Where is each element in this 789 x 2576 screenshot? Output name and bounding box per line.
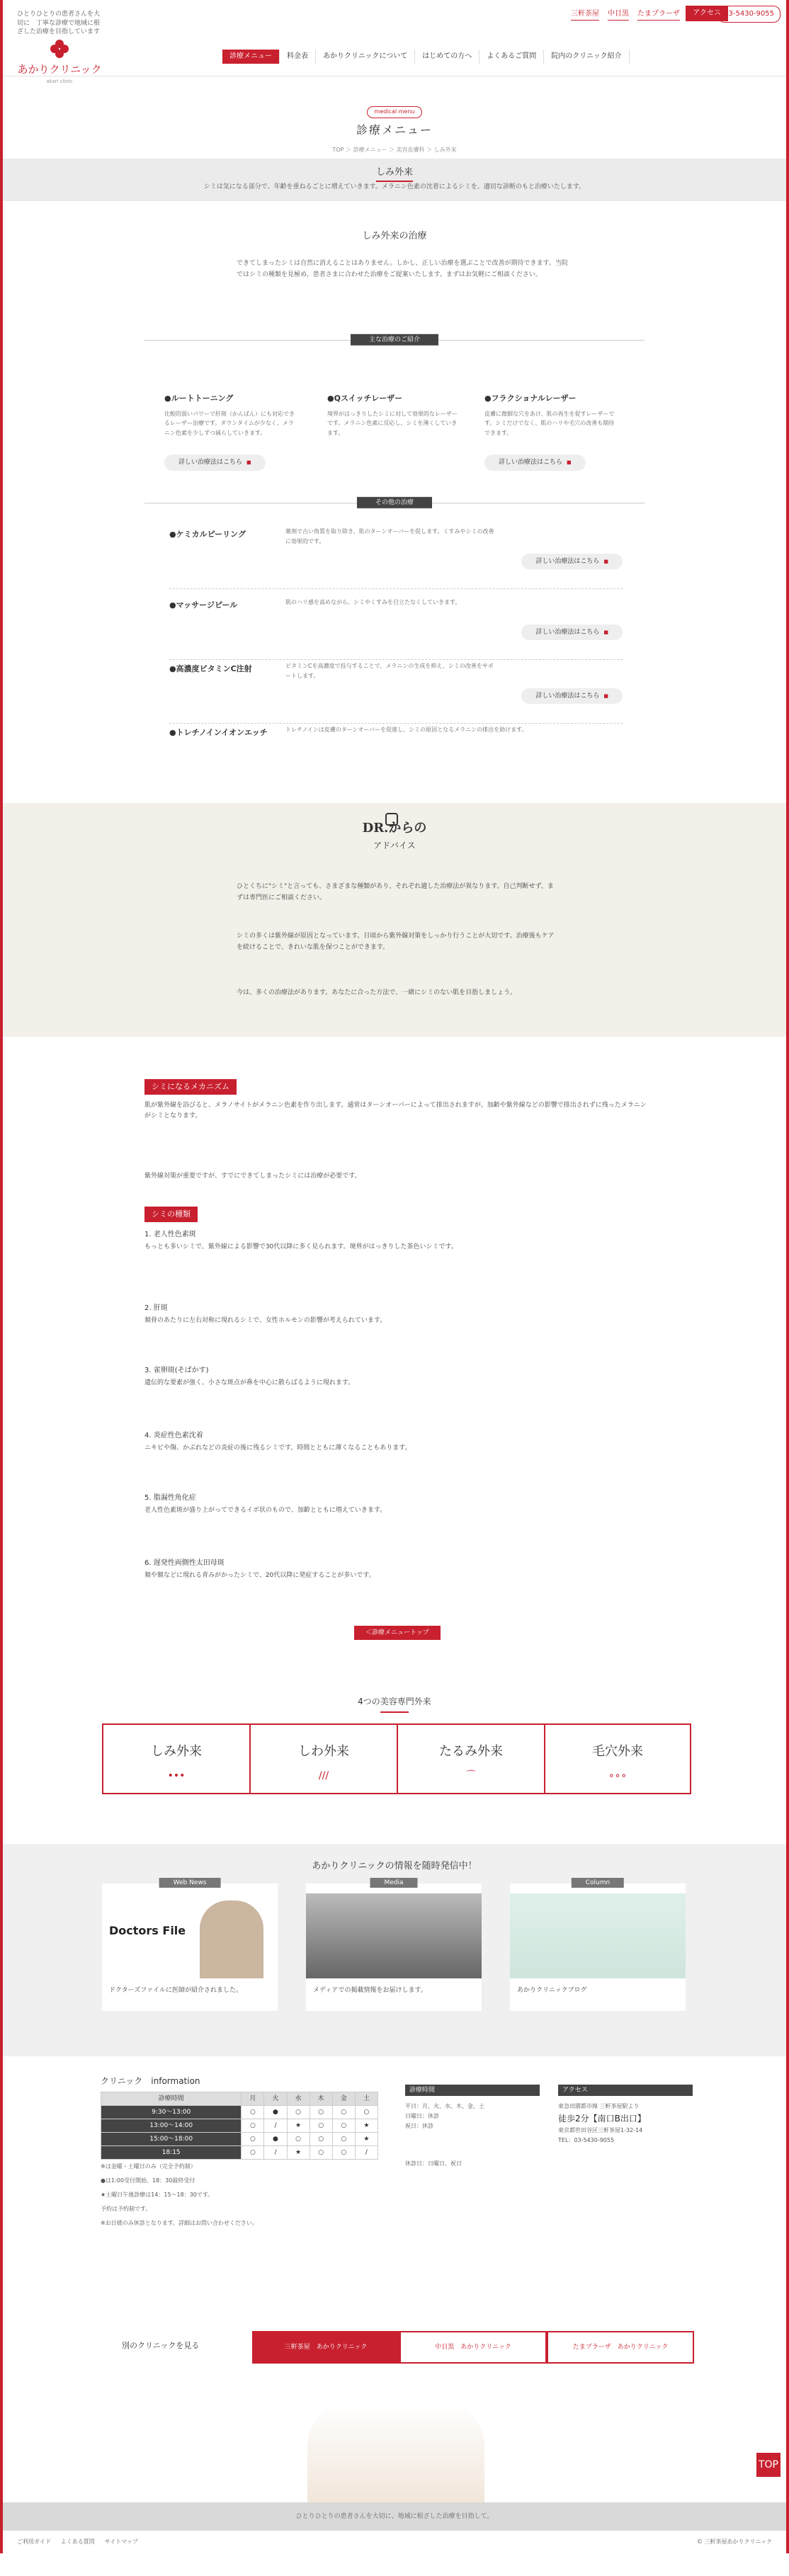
- page-title-en: medical menu: [367, 106, 423, 118]
- treatment-lead: できてしまったシミは自然に消えることはありません。しかし、正しい治療を選ぶことで改善が期待できます。当院ではシミの種類を見極め、患者さまに合わせた治療をご提案いたします。まずはお気軽にご相談ください。: [237, 260, 568, 279]
- card-caption: ドクターズファイルに医師が紹介されました。: [109, 1987, 243, 1994]
- main-treatment-heading: [144, 336, 645, 343]
- type-text: もっとも多いシミで、紫外線による影響で30代以降に多く見られます。境界がはっきりした茶色いシミです。: [144, 1243, 458, 1250]
- type-heading: 4. 炎症性色素沈着: [144, 1432, 203, 1440]
- dots-icon: •••: [167, 1769, 186, 1782]
- nav-first[interactable]: はじめての方へ: [415, 50, 479, 64]
- treatment-row: [169, 598, 623, 660]
- hours-table: 診療時間 月 火 水 木 金 土 9:30～13:00 ○ ● ○ ○ ○ ○ 13:00～14:00 ○ / ★ ○ ○ ★ 15:00～18:00 ○ ● ○ ○ ○ ★ 18:15 ○ / ★ ○ ○ /: [101, 2092, 378, 2160]
- specialty-clinics: [3, 1695, 786, 1844]
- info-section: [3, 1844, 786, 2056]
- family-area: [3, 2403, 786, 2502]
- card-caption: メディアでの掲載情報をお届けします。: [313, 1987, 427, 1994]
- treatment-col: [164, 392, 299, 471]
- treatment-col-title: ●ルートトーニング: [164, 394, 234, 403]
- mechanism-tag: シミになるメカニズム: [144, 1079, 237, 1095]
- logo-mark-icon: [50, 40, 69, 58]
- column-card[interactable]: [510, 1879, 686, 2011]
- footer-catch: ひとりひとりの患者さんを大切に、地域に根ざした治療を目指して。: [3, 2502, 786, 2531]
- advice-text: ひとくちに"シミ"と言っても、さまざまな種類があり、それぞれ適した治療法が異なります。自己判断せず、まずは専門医にご相談ください。: [237, 883, 554, 902]
- clinic-sangenjaya-button[interactable]: 三軒茶屋 あかりクリニック: [252, 2331, 399, 2364]
- other-clinic-label: 別のクリニックを見る: [122, 2341, 200, 2350]
- footer-link[interactable]: ご利用ガイド: [17, 2538, 51, 2545]
- treatment-col-title: ●フラクショナルレーザー: [484, 394, 577, 403]
- treatment-col-text: 皮膚に微細な穴をあけ、肌の再生を促すレーザーです。シミだけでなく、肌のハリや毛穴の改善も期待できます。: [484, 410, 615, 436]
- footer-link[interactable]: サイトマップ: [104, 2538, 138, 2545]
- treatment-row: [169, 527, 623, 589]
- row-title: ●ケミカルピーリング: [169, 530, 246, 539]
- specialty-keana[interactable]: 毛穴外来 ∘∘∘: [544, 1723, 691, 1794]
- detail-button[interactable]: 詳しい治療法はこちら ■: [521, 554, 623, 569]
- row-text: トレチノインは皮膚のターンオーバーを促進し、シミの原因となるメラニンの排出を助けます。: [285, 726, 528, 733]
- specialty-tarumi[interactable]: たるみ外来 ⌒: [397, 1723, 544, 1794]
- other-label: その他の治療: [357, 497, 432, 508]
- table-row: 13:00～14:00 ○ / ★ ○ ○ ★: [101, 2119, 378, 2133]
- logo-name: あかりクリニック: [17, 63, 102, 76]
- hours-block: 診療時間 平日：月、火、水、木、金、土 日曜日：休診 祝日：休診 休診日：日曜日、祝日: [405, 2085, 540, 2169]
- copyright: © 三軒茶屋あかりクリニック: [696, 2538, 772, 2545]
- intro-text: シミは気になる部分で、年齢を重ねるごとに増えていきます。メラニン色素の沈着によるシミを、適切な診断のもと治療いたします。: [203, 183, 586, 190]
- global-nav: [222, 50, 630, 64]
- clinic-info-title: クリニック information: [101, 2076, 200, 2086]
- clinic-links: [571, 8, 680, 21]
- card-label: Media: [370, 1878, 417, 1888]
- type-text: 老人性色素斑が盛り上がってできるイボ状のもので、加齢とともに増えていきます。: [144, 1507, 387, 1514]
- specialty-title: 4つの美容専門外来: [3, 1695, 786, 1713]
- types-tag: シミの種類: [144, 1207, 198, 1222]
- treatment-col: [484, 392, 619, 471]
- row-text: 肌のハリ感を高めながら、シミやくすみを目立たなくしていきます。: [285, 599, 461, 605]
- nav-medical-menu[interactable]: 診療メニュー: [222, 50, 280, 64]
- mechanism-text: 肌が紫外線を浴びると、メラノサイトがメラニン色素を作り出します。通常はターンオーバーによって排出されますが、加齢や紫外線などの影響で排出されずに残ったメラニンがシミとなります。: [144, 1102, 647, 1120]
- advice-title: DR.からの アドバイス: [362, 821, 427, 850]
- doctor-advice: [3, 803, 786, 1037]
- treatment-row: [169, 725, 623, 787]
- family-photo: [307, 2403, 484, 2502]
- type-text: 頬や額などに現れる青みがかったシミで、20代以降に発症することが多いです。: [144, 1572, 375, 1579]
- intro-title: しみ外来: [376, 166, 413, 182]
- treatment-col-title: ●Qスイッチレーザー: [327, 394, 403, 403]
- link-nakameguro[interactable]: 中目黒: [608, 8, 629, 21]
- row-title: ●トレチノインイオンエッチ: [169, 728, 268, 737]
- type-heading: 2. 肝斑: [144, 1304, 168, 1312]
- detail-button[interactable]: 詳しい治療法はこちら ■: [521, 625, 623, 640]
- back-to-top-button[interactable]: TOP: [756, 2453, 781, 2477]
- pores-icon: ∘∘∘: [608, 1769, 628, 1782]
- row-text: ビタミンCを高濃度で投与することで、メラニンの生成を抑え、シミの改善をサポートします。: [285, 663, 494, 679]
- table-row: 9:30～13:00 ○ ● ○ ○ ○ ○: [101, 2106, 378, 2119]
- type-heading: 6. 遅発性両側性太田母斑: [144, 1559, 225, 1567]
- info-title: あかりクリニックの情報を随時発信中！: [312, 1861, 477, 1871]
- row-title: ●高濃度ビタミンC注射: [169, 664, 252, 673]
- hours-note: ※お日様のみ休診となります。詳細はお問い合わせください。: [101, 2220, 259, 2226]
- specialty-shiwa[interactable]: しわ外来 ///: [249, 1723, 397, 1794]
- clinic-nakameguro-button[interactable]: 中目黒 あかりクリニック: [399, 2331, 547, 2364]
- treatment-col-text: 境界がはっきりしたシミに対して効果的なレーザーです。メラニン色素に反応し、シミを薄くしていきます。: [327, 410, 458, 436]
- nav-about[interactable]: あかりクリニックについて: [316, 50, 415, 64]
- lines-icon: ///: [318, 1769, 329, 1782]
- type-text: 遺伝的な要素が強く、小さな斑点が鼻を中心に散らばるように現れます。: [144, 1379, 355, 1386]
- mechanism-text: 紫外線対策が重要ですが、すでにできてしまったシミには治療が必要です。: [144, 1173, 361, 1180]
- type-heading: 5. 脂漏性角化症: [144, 1494, 196, 1502]
- treatment-col-text: 比較的弱いパワーで肝斑（かんぱん）にも対応できるレーザー治療です。ダウンタイムが少なく、メラニン色素を少しずつ減らしていきます。: [164, 410, 295, 436]
- link-sangenjaya[interactable]: 三軒茶屋: [571, 8, 599, 21]
- treatment-section: [3, 201, 786, 498]
- news-card[interactable]: [102, 1879, 278, 2011]
- treatment-col: [327, 392, 462, 438]
- table-row: 15:00～18:00 ○ ● ○ ○ ○ ★: [101, 2133, 378, 2146]
- treatment-title: しみ外来の治療: [362, 231, 427, 241]
- main-treatment-label: 主な治療のご紹介: [351, 334, 438, 346]
- mechanism-section: [3, 1037, 786, 1695]
- card-label: Web News: [159, 1878, 221, 1888]
- page-title-area: [3, 76, 786, 146]
- curve-icon: ⌒: [466, 1769, 476, 1782]
- link-tamaplaza[interactable]: たまプラーザ: [637, 8, 680, 21]
- card-caption: あかりクリニックブログ: [517, 1987, 587, 1994]
- row-text: 薬剤で古い角質を取り除き、肌のターンオーバーを促します。くすみやシミの改善に効果的です。: [285, 528, 494, 545]
- row-title: ●マッサージピール: [169, 600, 238, 610]
- logo-sub: akari clinic: [46, 79, 73, 84]
- treatment-row: [169, 661, 623, 724]
- logo-tagline: ひとりひとりの患者さんを大切に 丁寧な診療で地域に根ざした治療を目指しています: [17, 11, 101, 36]
- nav-price[interactable]: 料金表: [280, 50, 316, 64]
- type-heading: 3. 雀卵斑(そばかす): [144, 1367, 209, 1374]
- tel-button[interactable]: 03-5430-9055: [717, 6, 781, 23]
- detail-button[interactable]: 詳しい治療法はこちら ■: [164, 455, 266, 470]
- type-text: 頬骨のあたりに左右対称に現れるシミで、女性ホルモンの影響が考えられています。: [144, 1317, 387, 1324]
- back-to-menu-button[interactable]: ＜診療メニュートップ: [354, 1626, 441, 1640]
- magazine-photo: [306, 1893, 482, 1978]
- hours-note: ●は1:00受付開始、18：30最終受付: [101, 2177, 195, 2184]
- specialty-shimi[interactable]: しみ外来 •••: [102, 1723, 249, 1794]
- advice-text: シミの多くは紫外線が原因となっています。日頃から紫外線対策をしっかり行うことが大切です。治療後もケアを続けることで、きれいな肌を保つことができます。: [237, 933, 555, 952]
- advice-text: 今は、多くの治療法があります。あなたに合った方法で、一緒にシミのない肌を目指しましょう。: [237, 989, 517, 996]
- hours-note: 予約は予約制です。: [101, 2206, 152, 2212]
- nav-faq[interactable]: よくあるご質問: [479, 50, 544, 64]
- staff-photo: [510, 1893, 686, 1978]
- footer-link[interactable]: よくある質問: [60, 2538, 95, 2545]
- footer: [3, 2531, 786, 2553]
- doctor-photo: Doctors File: [102, 1893, 278, 1978]
- clinic-info: [3, 2056, 786, 2318]
- detail-button[interactable]: 詳しい治療法はこちら ■: [521, 688, 623, 704]
- type-text: ニキビや傷、かぶれなどの炎症の後に残るシミです。時間とともに薄くなることもあります。: [144, 1444, 411, 1452]
- clinic-tamaplaza-button[interactable]: たまプラーザ あかりクリニック: [547, 2331, 694, 2364]
- nav-clinics[interactable]: 院内のクリニック紹介: [544, 50, 629, 64]
- page-title: 診療メニュー: [356, 122, 433, 137]
- detail-button[interactable]: 詳しい治療法はこちら ■: [484, 455, 586, 470]
- logo[interactable]: [17, 40, 102, 86]
- type-heading: 1. 老人性色素斑: [144, 1231, 196, 1238]
- media-card[interactable]: [306, 1879, 482, 2011]
- card-label: Column: [572, 1878, 624, 1888]
- header: [3, 0, 786, 84]
- hours-note: ★土曜日午後診療は14：15～18：30です。: [101, 2192, 214, 2198]
- table-row: 18:15 ○ / ★ ○ ○ /: [101, 2146, 378, 2160]
- breadcrumb[interactable]: TOP ＞ 診療メニュー ＞ 美容皮膚科 ＞ しみ外来: [332, 147, 457, 153]
- access-block: アクセス 東急田園都市線 三軒茶屋駅より 徒歩2分【南口B出口】 東京都世田谷区三軒茶屋1-32-14 TEL：03-5430-9055: [558, 2085, 693, 2145]
- intro-band: [3, 159, 786, 201]
- other-treatments: [3, 498, 786, 803]
- hours-note: ※は金曜・土曜日のみ（完全予約制）: [101, 2163, 196, 2170]
- other-clinic: [3, 2318, 786, 2403]
- access-button[interactable]: アクセス: [686, 6, 728, 21]
